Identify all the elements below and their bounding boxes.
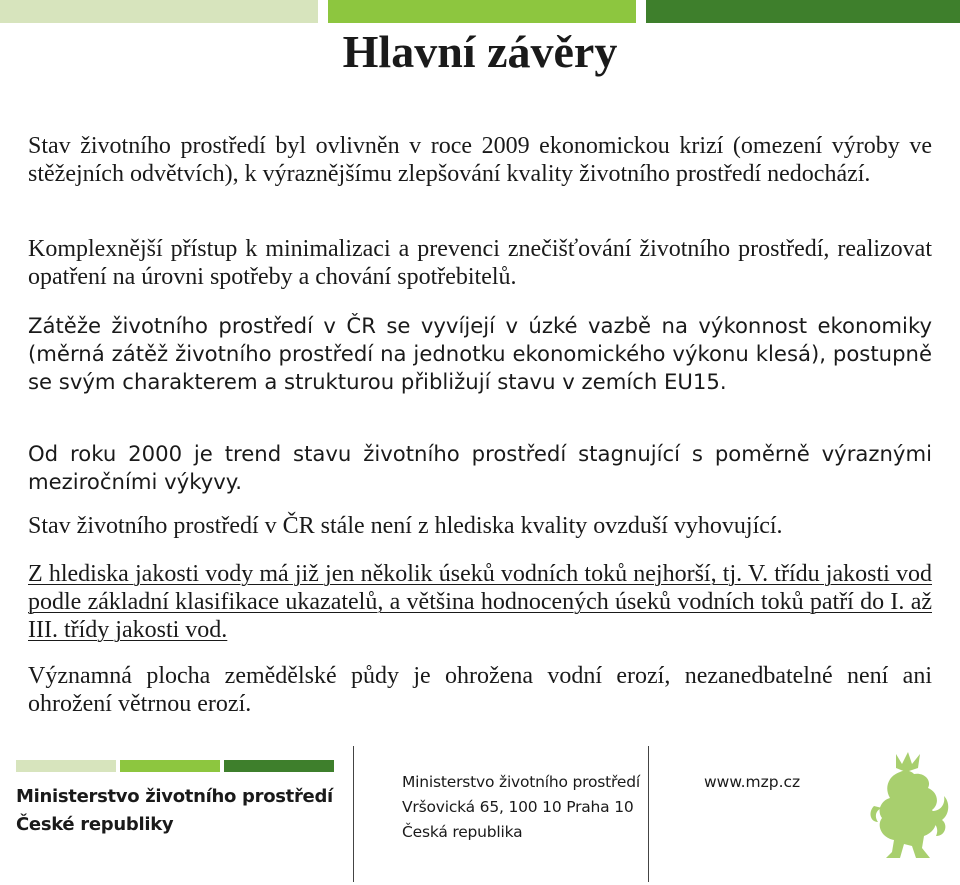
czech-lion-emblem-icon [866, 748, 952, 864]
paragraph-water-quality: Z hlediska jakosti vody má již jen několik úseků vodních toků nejhorší, tj. V. třídu jakosti vod podle základní klasifikace ukazatelů, a většina hodnocených úseků vodních toků patří do I. až III. třídy jakosti vod. [28, 561, 932, 643]
address-line2: Vršovická 65, 100 10 Praha 10 [402, 798, 634, 816]
paragraph-air-quality: Stav životního prostředí v ČR stále není z hlediska kvality ovzduší vyhovující. [28, 513, 783, 539]
paragraph-prevention: Komplexnější přístup k minimalizaci a prevenci znečišťování životního prostředí, realizovat opatření na úrovni spotřeby a chování spotřebitelů. [28, 236, 932, 290]
footer [0, 740, 960, 885]
paragraph-trend: Od roku 2000 je trend stavu životního prostředí stagnující s poměrně výraznými meziročními výkyvy. [28, 441, 932, 494]
header-bar-dark [646, 0, 960, 23]
header-bar-mid [328, 0, 636, 23]
slide-title: Hlavní závěry [342, 26, 618, 77]
ministry-name-line1: Ministerstvo životního prostředí [16, 786, 333, 807]
ministry-name-line2: České republiky [16, 814, 174, 835]
paragraph-burdens: Zátěže životního prostředí v ČR se vyvíjejí v úzké vazbě na výkonnost ekonomiky (měrná zátěž životního prostředí na jednotku ekonomického výkonu klesá), postupně se svým charakterem a strukturou přibližují stavu v zemích EU15. [28, 313, 932, 394]
header-bar-light [0, 0, 318, 23]
address-line3: Česká republika [402, 823, 523, 841]
paragraph-soil-erosion: Významná plocha zemědělské půdy je ohrožena vodní erozí, nezanedbatelné není ani ohrožení větrnou erozí. [28, 663, 932, 717]
ministry-logo-stripes [16, 760, 334, 772]
paragraph-economic-crisis: Stav životního prostředí byl ovlivněn v roce 2009 ekonomickou krizí (omezení výroby ve stěžejních odvětvích), k výraznějšímu zlepšování kvality životního prostředí nedochází. [28, 133, 932, 187]
footer-divider-1 [353, 746, 354, 882]
footer-divider-2 [648, 746, 649, 882]
website-link[interactable]: www.mzp.cz [704, 773, 801, 791]
address-line1: Ministerstvo životního prostředí [402, 773, 640, 791]
